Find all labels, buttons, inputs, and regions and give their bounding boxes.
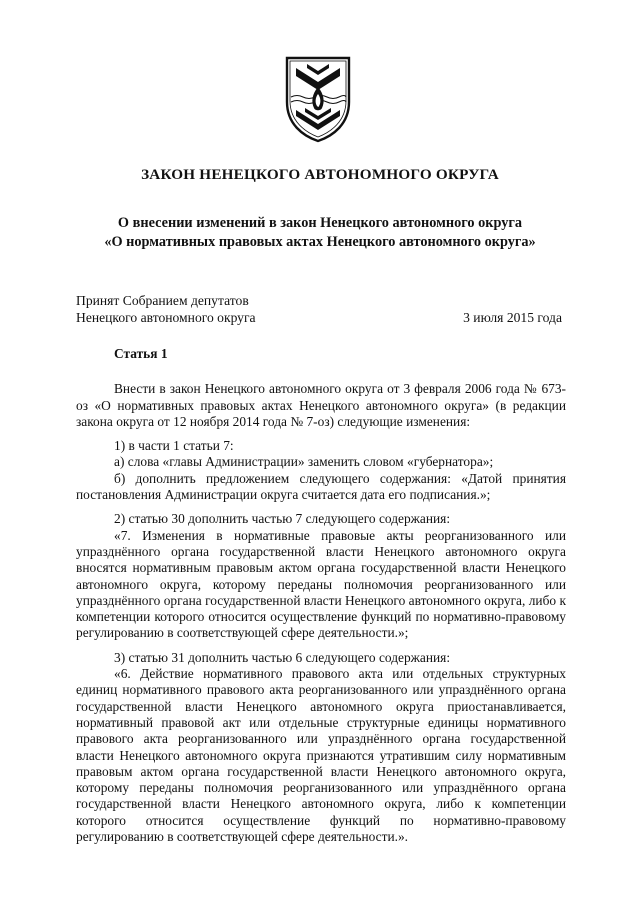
- law-body: [76, 346, 566, 845]
- subject-line: «О нормативных правовых актах Ненецкого автономного округа»: [104, 234, 536, 250]
- subject-line: О внесении изменений в закон Ненецкого автономного округа: [117, 215, 523, 231]
- adoption-date: 3 июля 2015 года: [463, 310, 562, 325]
- item-1a: а) слова «главы Администрации» заменить словом «губернатора»;: [114, 454, 494, 470]
- nenets-coat-of-arms-icon: [283, 54, 353, 144]
- article-heading: Статья 1: [114, 346, 168, 361]
- item-2-heading: 2) статью 30 дополнить частью 7 следующего содержания:: [114, 511, 451, 527]
- adoption-note: [76, 292, 256, 326]
- item-1-heading: 1) в части 1 статьи 7:: [114, 438, 234, 454]
- intro-paragraph: Внести в закон Ненецкого автономного округа от 3 февраля 2006 года № 673-оз «О нормативных правовых актах Ненецкого автономного округа» (в редакции закона округа от 12 ноября 2014 года № 7-оз) следующие изменения:: [76, 381, 566, 429]
- adopted-line: Ненецкого автономного округа: [76, 310, 256, 325]
- adopted-line: Принят Собранием депутатов: [76, 293, 249, 308]
- item-1b: б) дополнить предложением следующего содержания: «Датой принятия постановления Администрации округа считается дата его подписания.»;: [76, 470, 566, 503]
- law-subject: [40, 214, 600, 252]
- item-3-text: «6. Действие нормативного правового акта или отдельных структурных единиц нормативного правового акта реорганизованного или упразднённого органа государственной власти Ненецкого автономного округа приостанавливается, нормативный правовой акт или отдельные структурные единицы нормативного правового акта реорганизованного или упразднённого органа государственной власти Ненецкого автономного округа признаются утратившим силу нормативным правовым актом органа государственной власти Ненецкого автономного округа, которому переданы полномочия реорганизованного или упразднённого органа государственной власти Ненецкого автономного округа, либо к компетенции которого относится осуществление функций по нормативно-правовому регулированию в соответствующей сфере деятельности.».: [76, 666, 566, 845]
- law-title: ЗАКОН НЕНЕЦКОГО АВТОНОМНОГО ОКРУГА: [141, 166, 499, 183]
- item-2-text: «7. Изменения в нормативные правовые акты реорганизованного или упразднённого органа государственной власти Ненецкого автономного округа вносятся нормативным правовым актом органа государственной власти Ненецкого автономного округа, которому переданы полномочия реорганизованного или упразднённого органа государственной власти Ненецкого автономного округа, либо к компетенции которого относится осуществление функций по нормативно-правовому регулированию в соответствующей сфере деятельности.»;: [76, 527, 566, 641]
- item-3-heading: 3) статью 31 дополнить частью 6 следующего содержания:: [114, 649, 451, 665]
